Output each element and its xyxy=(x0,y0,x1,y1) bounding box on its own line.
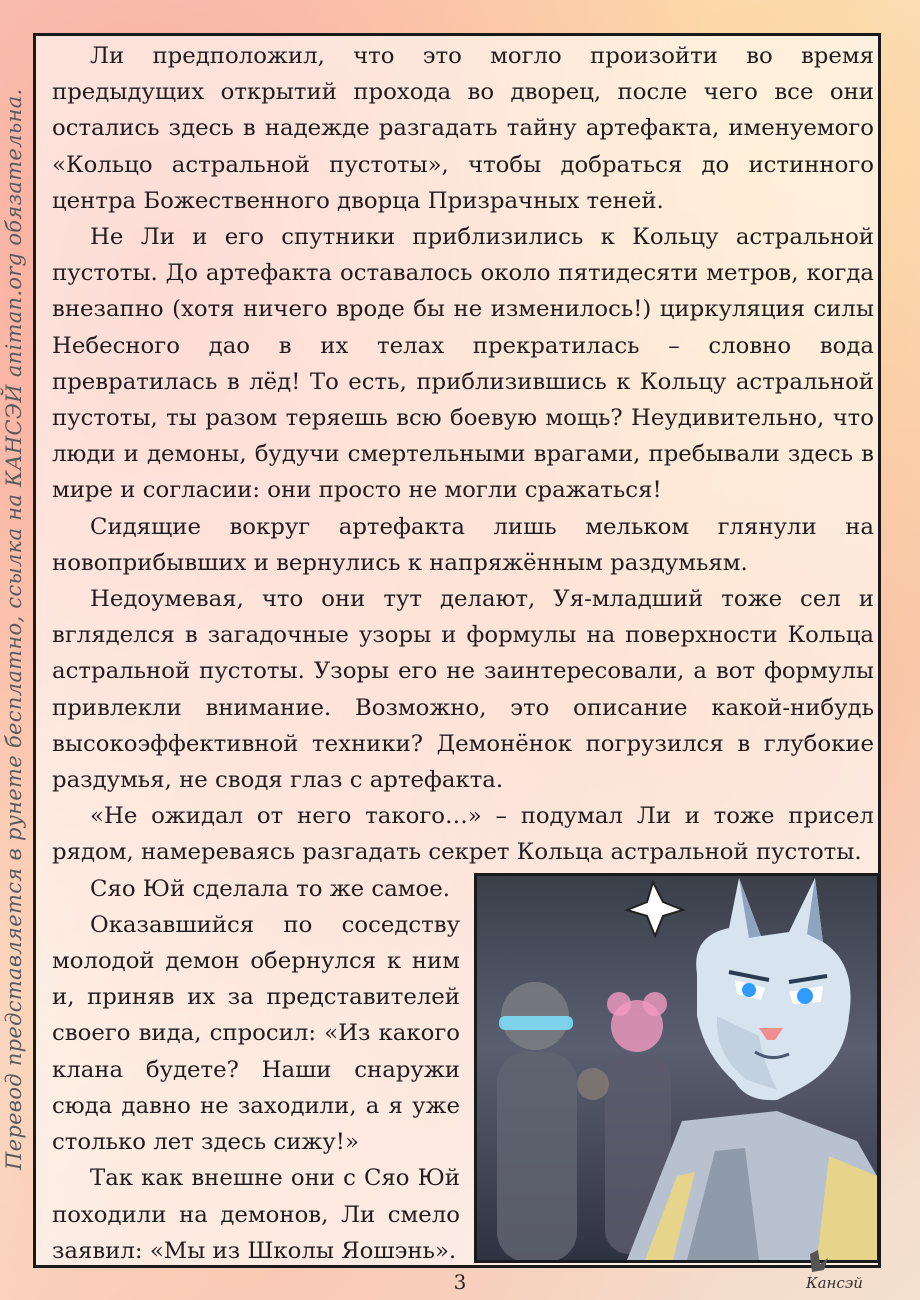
translation-credit: Перевод представляется в рунете бесплатно, ссылка на КАНСЭЙ animan.org обязательна. xyxy=(2,88,26,1170)
paragraph: Оказавшийся по соседству молодой демон обернулся к ним и, приняв их за представителей своего вида, спросил: «Из какого клана будете? Наши снаружи сюда давно не заходили, а я уже столько лет здесь сижу!» xyxy=(52,911,460,1156)
paragraph: Недоумевая, что они тут делают, Уя-младший тоже сел и вгляделся в загадочные узоры и формулы на поверхности Кольца астральной пустоты. Узоры его не заинтересовали, а вот формулы привлекли внимание. Возможно, это описание какой-нибудь высокоэффективной техники? Демонёнок погрузился в глубокие раздумья, не сводя глаз с артефакта. xyxy=(52,586,874,794)
page-number: 3 xyxy=(453,1270,467,1294)
paragraph: Так как внешне они с Сяо Юй походили на демонов, Ли смело заявил: «Мы из Школы Яошэнь». xyxy=(52,1165,460,1264)
demon-character-illustration xyxy=(474,873,880,1263)
paragraph: «Не ожидал от него такого…» – подумал Ли и тоже присел рядом, намереваясь разгадать секрет Кольца астральной пустоты. xyxy=(52,803,874,866)
paragraph: Ли предположил, что это могло произойти во время предыдущих открытий прохода во дворец, после чего все они остались здесь в надежде разгадать тайну артефакта, именуемого «Кольцо астральной пустоты», чтобы добраться до истинного центра Божественного дворца Призрачных теней. xyxy=(52,43,874,214)
svg-text:Кансэй: Кансэй xyxy=(806,1274,863,1292)
kansei-logo-icon xyxy=(800,1248,870,1294)
illustration-art xyxy=(477,876,877,1260)
paragraph: Не Ли и его спутники приблизились к Кольцу астральной пустоты. До артефакта оставалось около пятидесяти метров, когда внезапно (хотя ничего вроде бы не изменилось!) циркуляция силы Небесного дао в их телах прекратилась – словно вода превратилась в лёд! То есть, приблизившись к Кольцу астральной пустоты, ты разом теряешь всю боевую мощь? Неудивительно, что люди и демоны, будучи смертельными врагами, пребывали здесь в мире и согласии: они просто не могли сражаться! xyxy=(52,224,874,504)
paragraph: Сяо Юй сделала то же самое. xyxy=(90,875,450,902)
kansei-logo xyxy=(800,1248,870,1294)
paragraph: Сидящие вокруг артефакта лишь мельком глянули на новоприбывших и вернулись к напряжённым раздумьям. xyxy=(52,513,874,576)
